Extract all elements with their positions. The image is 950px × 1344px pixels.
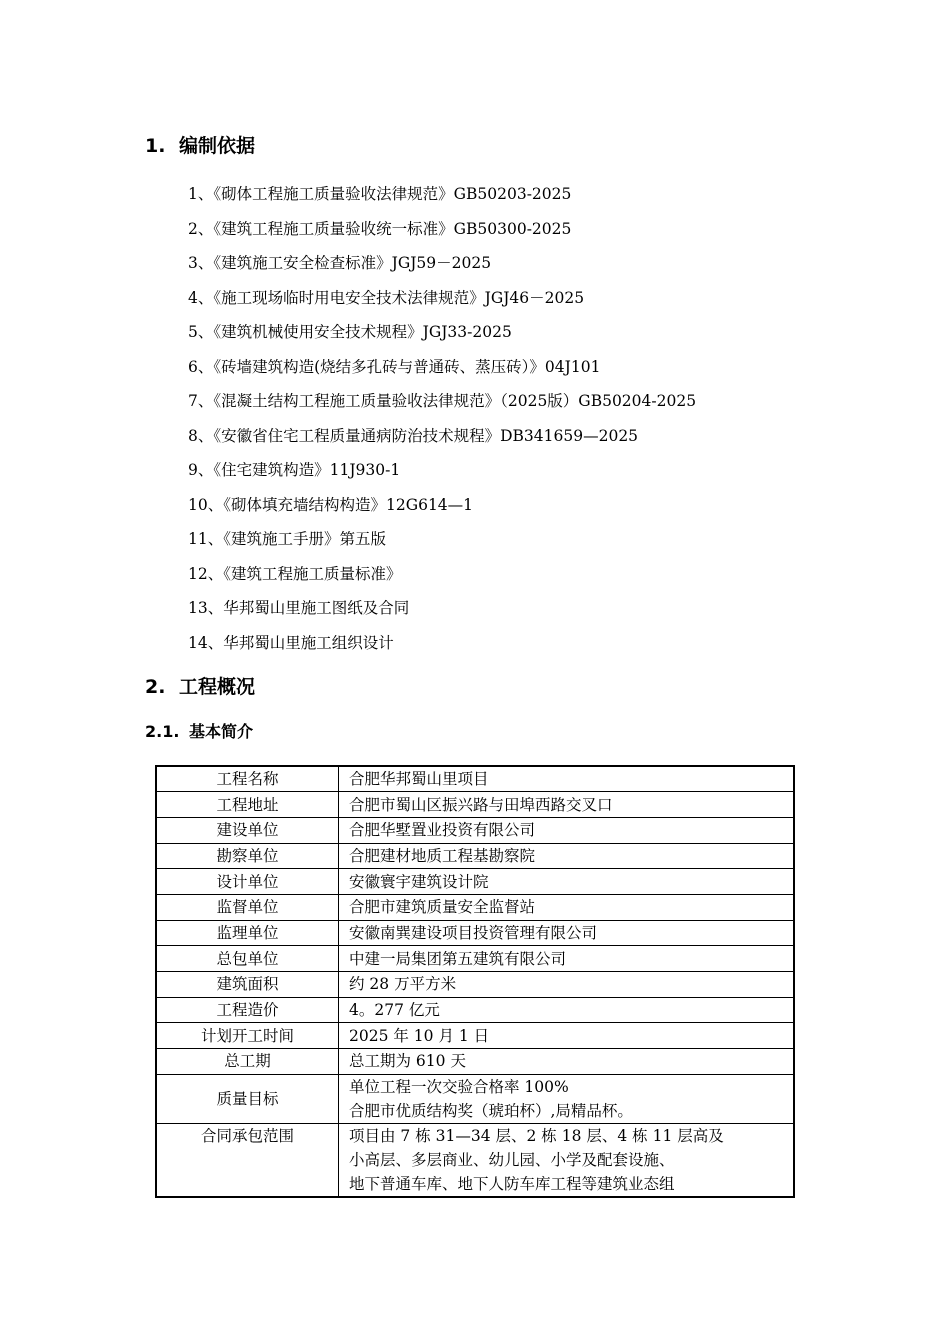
project-info-table bbox=[155, 765, 795, 1198]
reference-item: 8、《安徽省住宅工程质量通病防治技术规程》DB341659—2025 bbox=[188, 426, 639, 445]
field-value-line: 合肥市优质结构奖（琥珀杯）,局精品杯。 bbox=[349, 1101, 633, 1120]
field-value-line: 小高层、多层商业、幼儿园、小学及配套设施、 bbox=[349, 1150, 675, 1169]
section-title: 编制依据 bbox=[179, 135, 256, 157]
field-label: 工程地址 bbox=[156, 792, 339, 818]
field-value bbox=[339, 946, 795, 972]
field-label: 监理单位 bbox=[156, 920, 339, 946]
section-title: 工程概况 bbox=[179, 676, 256, 698]
field-label: 总包单位 bbox=[156, 946, 339, 972]
field-value bbox=[339, 869, 795, 895]
reference-item: 2、《建筑工程施工质量验收统一标准》GB50300-2025 bbox=[188, 219, 572, 238]
subsection-heading-2-1 bbox=[145, 721, 253, 743]
table-row bbox=[156, 946, 794, 972]
reference-item: 11、《建筑施工手册》第五版 bbox=[188, 530, 386, 548]
reference-item: 5、《建筑机械使用安全技术规程》JGJ33-2025 bbox=[188, 323, 512, 341]
field-label: 工程名称 bbox=[156, 766, 339, 792]
reference-item: 6、《砖墙建筑构造(烧结多孔砖与普通砖、蒸压砖）》04J101 bbox=[188, 357, 601, 376]
subsection-number: 2.1. bbox=[145, 722, 180, 741]
field-value bbox=[339, 843, 795, 869]
table-row bbox=[156, 1049, 794, 1075]
subsection-title: 基本简介 bbox=[189, 722, 254, 741]
field-label: 工程造价 bbox=[156, 997, 339, 1023]
field-value bbox=[339, 997, 795, 1023]
field-value bbox=[339, 792, 795, 818]
reference-item: 13、华邦蜀山里施工图纸及合同 bbox=[188, 599, 410, 617]
reference-item: 1、《砌体工程施工质量验收法律规范》GB50203-2025 bbox=[188, 185, 572, 203]
field-label: 监督单位 bbox=[156, 894, 339, 920]
field-value-line: 合肥华墅置业投资有限公司 bbox=[349, 821, 536, 840]
table-row bbox=[156, 894, 794, 920]
table-row bbox=[156, 997, 794, 1023]
field-value bbox=[339, 1074, 795, 1123]
field-label: 计划开工时间 bbox=[156, 1023, 339, 1049]
field-label: 质量目标 bbox=[156, 1074, 339, 1123]
table-row bbox=[156, 972, 794, 998]
reference-list bbox=[188, 180, 696, 663]
section-heading-2 bbox=[145, 675, 255, 699]
table-row bbox=[156, 1023, 794, 1049]
reference-item: 3、《建筑施工安全检查标准》JGJ59－2025 bbox=[188, 254, 492, 272]
field-value-line: 项目由 7 栋 31—34 层、2 栋 18 层、4 栋 11 层高及 bbox=[349, 1126, 724, 1145]
field-value-line: 2025 年 10 月 1 日 bbox=[349, 1026, 490, 1045]
field-value-line: 安徽南巽建设项目投资管理有限公司 bbox=[349, 923, 598, 942]
reference-item: 9、《住宅建筑构造》11J930-1 bbox=[188, 461, 401, 479]
section-number: 1. bbox=[145, 135, 166, 157]
field-value bbox=[339, 1123, 795, 1197]
field-value bbox=[339, 766, 795, 792]
reference-item: 4、《施工现场临时用电安全技术法律规范》JGJ46－2025 bbox=[188, 288, 585, 307]
table-row bbox=[156, 920, 794, 946]
field-value-line: 合肥市蜀山区振兴路与田埠西路交叉口 bbox=[349, 795, 613, 814]
field-value-line: 地下普通车库、地下人防车库工程等建筑业态组 bbox=[349, 1174, 675, 1193]
table-row bbox=[156, 1074, 794, 1123]
field-label: 合同承包范围 bbox=[156, 1123, 339, 1197]
field-value-line: 总工期为 610 天 bbox=[349, 1052, 466, 1071]
field-value-line: 4。277 亿元 bbox=[349, 1001, 440, 1020]
field-value bbox=[339, 894, 795, 920]
field-value bbox=[339, 817, 795, 843]
field-value bbox=[339, 1023, 795, 1049]
field-value bbox=[339, 920, 795, 946]
field-label: 总工期 bbox=[156, 1049, 339, 1075]
field-value bbox=[339, 1049, 795, 1075]
field-value-line: 中建一局集团第五建筑有限公司 bbox=[349, 949, 567, 968]
table-row bbox=[156, 869, 794, 895]
reference-item: 7、《混凝土结构工程施工质量验收法律规范》（2025版）GB50204-2025 bbox=[188, 392, 697, 410]
section-number: 2. bbox=[145, 676, 166, 698]
field-label: 建设单位 bbox=[156, 817, 339, 843]
field-value-line: 约 28 万平方米 bbox=[349, 975, 457, 994]
section-heading-1 bbox=[145, 134, 255, 158]
field-label: 勘察单位 bbox=[156, 843, 339, 869]
table-row bbox=[156, 843, 794, 869]
reference-item: 12、《建筑工程施工质量标准》 bbox=[188, 564, 402, 583]
field-label: 设计单位 bbox=[156, 869, 339, 895]
reference-item: 14、华邦蜀山里施工组织设计 bbox=[188, 633, 394, 652]
reference-item: 10、《砌体填充墙结构构造》12G614—1 bbox=[188, 495, 474, 514]
table-row bbox=[156, 817, 794, 843]
field-value-line: 合肥华邦蜀山里项目 bbox=[349, 770, 489, 789]
field-label: 建筑面积 bbox=[156, 972, 339, 998]
table-row bbox=[156, 792, 794, 818]
field-value-line: 合肥市建筑质量安全监督站 bbox=[349, 898, 536, 917]
field-value-line: 合肥建材地质工程基勘察院 bbox=[349, 846, 536, 865]
field-value-line: 单位工程一次交验合格率 100% bbox=[349, 1077, 569, 1096]
table-row bbox=[156, 766, 794, 792]
field-value-line: 安徽寰宇建筑设计院 bbox=[349, 872, 489, 891]
field-value bbox=[339, 972, 795, 998]
table-row bbox=[156, 1123, 794, 1197]
